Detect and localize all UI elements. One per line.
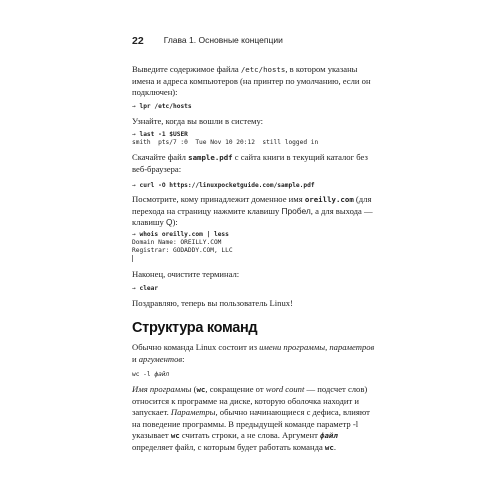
chapter-title: Глава 1. Основные концепции <box>163 35 283 45</box>
inline-code: wc <box>196 385 206 394</box>
prompt-arrow: → <box>132 103 136 110</box>
paragraph-explanation: Имя программы (wc, сокращение от word count — подсчет слов) относится к программе на диске, которую оболочка находит и запускает. Параметры, обычно начинающиеся с дефиса, влияют на поведение программы. В предыдущей команде параметр -l указывает wc считать строки, а не слова. Аргумент файл определяет файл, с которым будет работать команда wc. <box>132 384 370 452</box>
command: wc -l <box>132 371 155 378</box>
command: clear <box>139 285 159 292</box>
paragraph-curl: Скачайте файл sample.pdf с сайта книги в текущий каталог без веб-браузера: <box>132 152 368 174</box>
command-output: smith pts/7 :0 Tue Nov 10 20:12 still logged in <box>132 139 319 146</box>
key-label: Пробел <box>281 205 311 216</box>
argument: файл <box>154 371 170 378</box>
command: curl -O https://linuxpocketguide.com/sample.pdf <box>139 182 315 189</box>
inline-code: /etc/hosts <box>240 65 286 74</box>
inline-code: wc <box>324 442 334 452</box>
command: last -1 $USER <box>139 131 188 138</box>
inline-code: oreilly.com <box>304 195 354 204</box>
running-header <box>132 35 378 47</box>
paragraph-last: Узнайте, когда вы вошли в систему: <box>132 116 264 126</box>
prompt-arrow: → <box>132 182 136 189</box>
inline-code: файл <box>320 431 338 441</box>
command-output: Domain Name: OREILLY.COM <box>132 239 222 246</box>
inline-code: wc <box>170 431 180 441</box>
prompt-arrow: → <box>132 131 136 138</box>
code-block-whois <box>132 231 378 255</box>
paragraph-whois: Посмотрите, кому принадлежит доменное имя oreilly.com (для перехода на страницу нажмите клавишу Пробел, а для выхода — клавишу Q): <box>132 194 373 228</box>
code-block-last <box>132 131 378 147</box>
paragraph-hosts: Выведите содержимое файла /etc/hosts, в котором указаны имена и адреса компьютеров (на принтер по умолчанию, если он подключен): <box>132 64 371 98</box>
section-heading: Структура команд <box>132 320 258 336</box>
code-block-clear <box>132 285 378 293</box>
prompt-arrow: → <box>132 285 136 292</box>
prompt-arrow: → <box>132 231 136 238</box>
command: whois oreilly.com | less <box>139 231 229 238</box>
terminal-cursor <box>132 255 133 262</box>
paragraph-structure: Обычно команда Linux состоит из имени программы, параметров и аргументов: <box>132 342 375 364</box>
paragraph-congrats: Поздравляю, теперь вы пользователь Linux! <box>132 298 293 308</box>
code-block-lpr <box>132 103 378 111</box>
command: lpr /etc/hosts <box>139 103 192 110</box>
inline-code: sample.pdf <box>188 153 233 162</box>
code-block-syntax <box>132 371 378 379</box>
code-block-curl <box>132 182 378 190</box>
command-output: Registrar: GODADDY.COM, LLC <box>132 247 233 254</box>
paragraph-clear: Наконец, очистите терминал: <box>132 269 240 279</box>
page-number: 22 <box>132 35 144 47</box>
key-label: Q <box>166 217 173 228</box>
